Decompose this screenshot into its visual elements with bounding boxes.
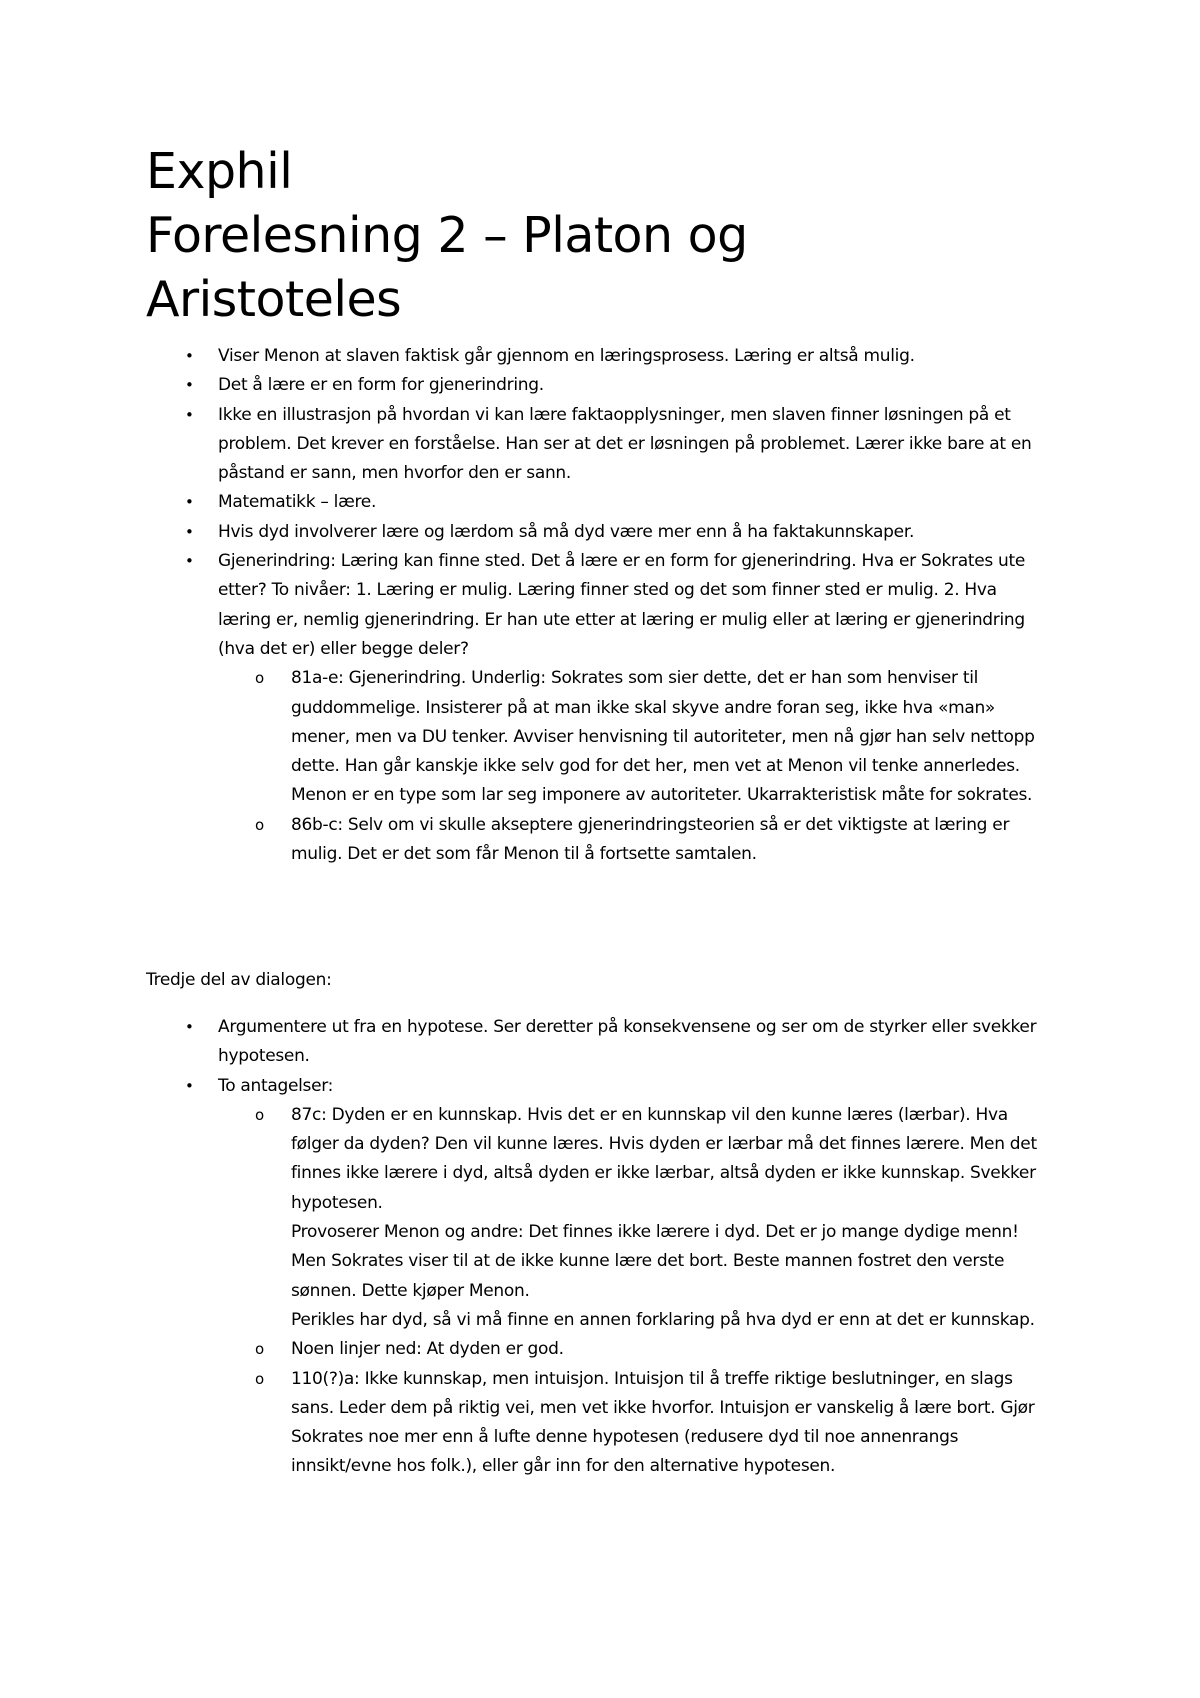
sub-list-item-text: 86b-c: Selv om vi skulle akseptere gjenerindringsteorien så er det viktigste at læring er mulig. Det er det som får Menon til å fortsette samtalen. <box>291 814 1010 865</box>
section-heading: Tredje del av dialogen: <box>146 970 332 990</box>
title-line-1: Exphil <box>146 143 293 200</box>
bullet-list-2 <box>0 1013 1200 1482</box>
circle-bullet-icon: o <box>255 669 264 688</box>
list-item <box>0 401 1200 489</box>
sub-list-item-text: 110(?)a: Ikke kunnskap, men intuisjon. Intuisjon til å treffe riktige beslutninger, en slags sans. Leder dem på riktig vei, men vet ikke hvorfor. Intuisjon er vanskelig å lære bort. Gjør Sokrates noe mer enn å lufte denne hypotesen (redusere dyd til noe annenrangs innsikt/evne hos folk.), eller går inn for den alternative hypotesen. <box>291 1368 1035 1477</box>
sub-list-item-paragraph: Provoserer Menon og andre: Det finnes ikke lærere i dyd. Det er jo mange dydige menn! Men Sokrates viser til at de ikke kunne lære det bort. Beste mannen fostret den verste sønnen. Dette kjøper Menon. <box>291 1222 1019 1301</box>
bullet-icon: • <box>185 1076 194 1095</box>
sub-list-item-text: Noen linjer ned: At dyden er god. <box>291 1339 564 1360</box>
sub-bullet-list <box>218 664 1050 869</box>
list-item-text: Det å lære er en form for gjenerindring. <box>218 375 544 396</box>
document-title <box>146 140 1086 332</box>
sub-list-item <box>255 1335 1050 1364</box>
circle-bullet-icon: o <box>255 1105 264 1124</box>
sub-list-item-text: 81a-e: Gjenerindring. Underlig: Sokrates som sier dette, det er han som henviser til guddommelige. Insisterer på at man ikke skal skyve andre foran seg, ikke hva «man» mener, men va DU tenker. Avviser henvisning til autoriteter, men nå gjør han selv nettopp dette. Han går kanskje ikke selv god for det her, men vet at Menon vil tenke annerledes. Menon er en type som lar seg imponere av autoriteter. Ukarrakteristisk måte for sokrates. <box>291 668 1035 806</box>
sub-list-item <box>255 1101 1050 1335</box>
sub-list-item-paragraph: 87c: Dyden er en kunnskap. Hvis det er en kunnskap vil den kunne læres (lærbar). Hva følger da dyden? Den vil kunne læres. Hvis dyden er lærbar må det finnes lærere. Men det finnes ikke lærere i dyd, altså dyden er ikke lærbar, altså dyden er ikke kunnskap. Svekker hypotesen. <box>291 1104 1037 1213</box>
bullet-icon: • <box>185 347 194 365</box>
list-item-text: Viser Menon at slaven faktisk går gjennom en læringsprosess. Læring er altså mulig. <box>218 346 915 366</box>
circle-bullet-icon: o <box>255 1369 264 1388</box>
sub-list-item <box>255 811 1050 870</box>
bullet-icon: • <box>185 376 194 395</box>
list-item <box>0 1013 1200 1072</box>
sub-list-item-paragraph: Perikles har dyd, så vi må finne en annen forklaring på hva dyd er enn at det er kunnskap. <box>291 1309 1035 1330</box>
bullet-icon: • <box>185 405 194 424</box>
sub-bullet-list <box>218 1101 1050 1482</box>
list-item <box>0 342 1200 371</box>
bullet-icon: • <box>185 493 194 512</box>
bullet-icon: • <box>185 552 194 571</box>
bullet-icon: • <box>185 1018 194 1036</box>
title-line-3: Aristoteles <box>146 271 402 328</box>
sub-list-item <box>255 664 1050 810</box>
list-item-text: Ikke en illustrasjon på hvordan vi kan lære faktaopplysninger, men slaven finner løsningen på et problem. Det krever en forståelse. Han ser at det er løsningen på problemet. Lærer ikke bare at en påstand er sann, men hvorfor den er sann. <box>218 404 1032 484</box>
list-item-text: Gjenerindring: Læring kan finne sted. Det å lære er en form for gjenerindring. Hva er Sokrates ute etter? To nivåer: 1. Læring er mulig. Læring finner sted og det som finner sted er mulig. 2. Hva læring er, nemlig gjenerindring. Er han ute etter at læring er mulig eller at læring er gjenerindring (hva det er) eller begge deler? <box>218 551 1026 659</box>
circle-bullet-icon: o <box>255 1340 264 1359</box>
list-item <box>0 371 1200 400</box>
title-line-2: Forelesning 2 – Platon og <box>146 207 748 264</box>
bullet-icon: • <box>185 522 194 541</box>
circle-bullet-icon: o <box>255 815 264 834</box>
sub-list-item <box>255 1365 1050 1482</box>
list-item-text: To antagelser: <box>218 1075 334 1096</box>
list-item <box>0 1072 1200 1482</box>
list-item <box>0 518 1200 547</box>
list-item <box>0 547 1200 869</box>
list-item-text: Argumentere ut fra en hypotese. Ser deretter på konsekvensene og ser om de styrker eller svekker hypotesen. <box>218 1017 1037 1067</box>
list-item-text: Matematikk – lære. <box>218 492 377 513</box>
bullet-list-1 <box>0 342 1200 869</box>
list-item-text: Hvis dyd involverer lære og lærdom så må dyd være mer enn å ha faktakunnskaper. <box>218 521 915 542</box>
list-item <box>0 488 1200 517</box>
